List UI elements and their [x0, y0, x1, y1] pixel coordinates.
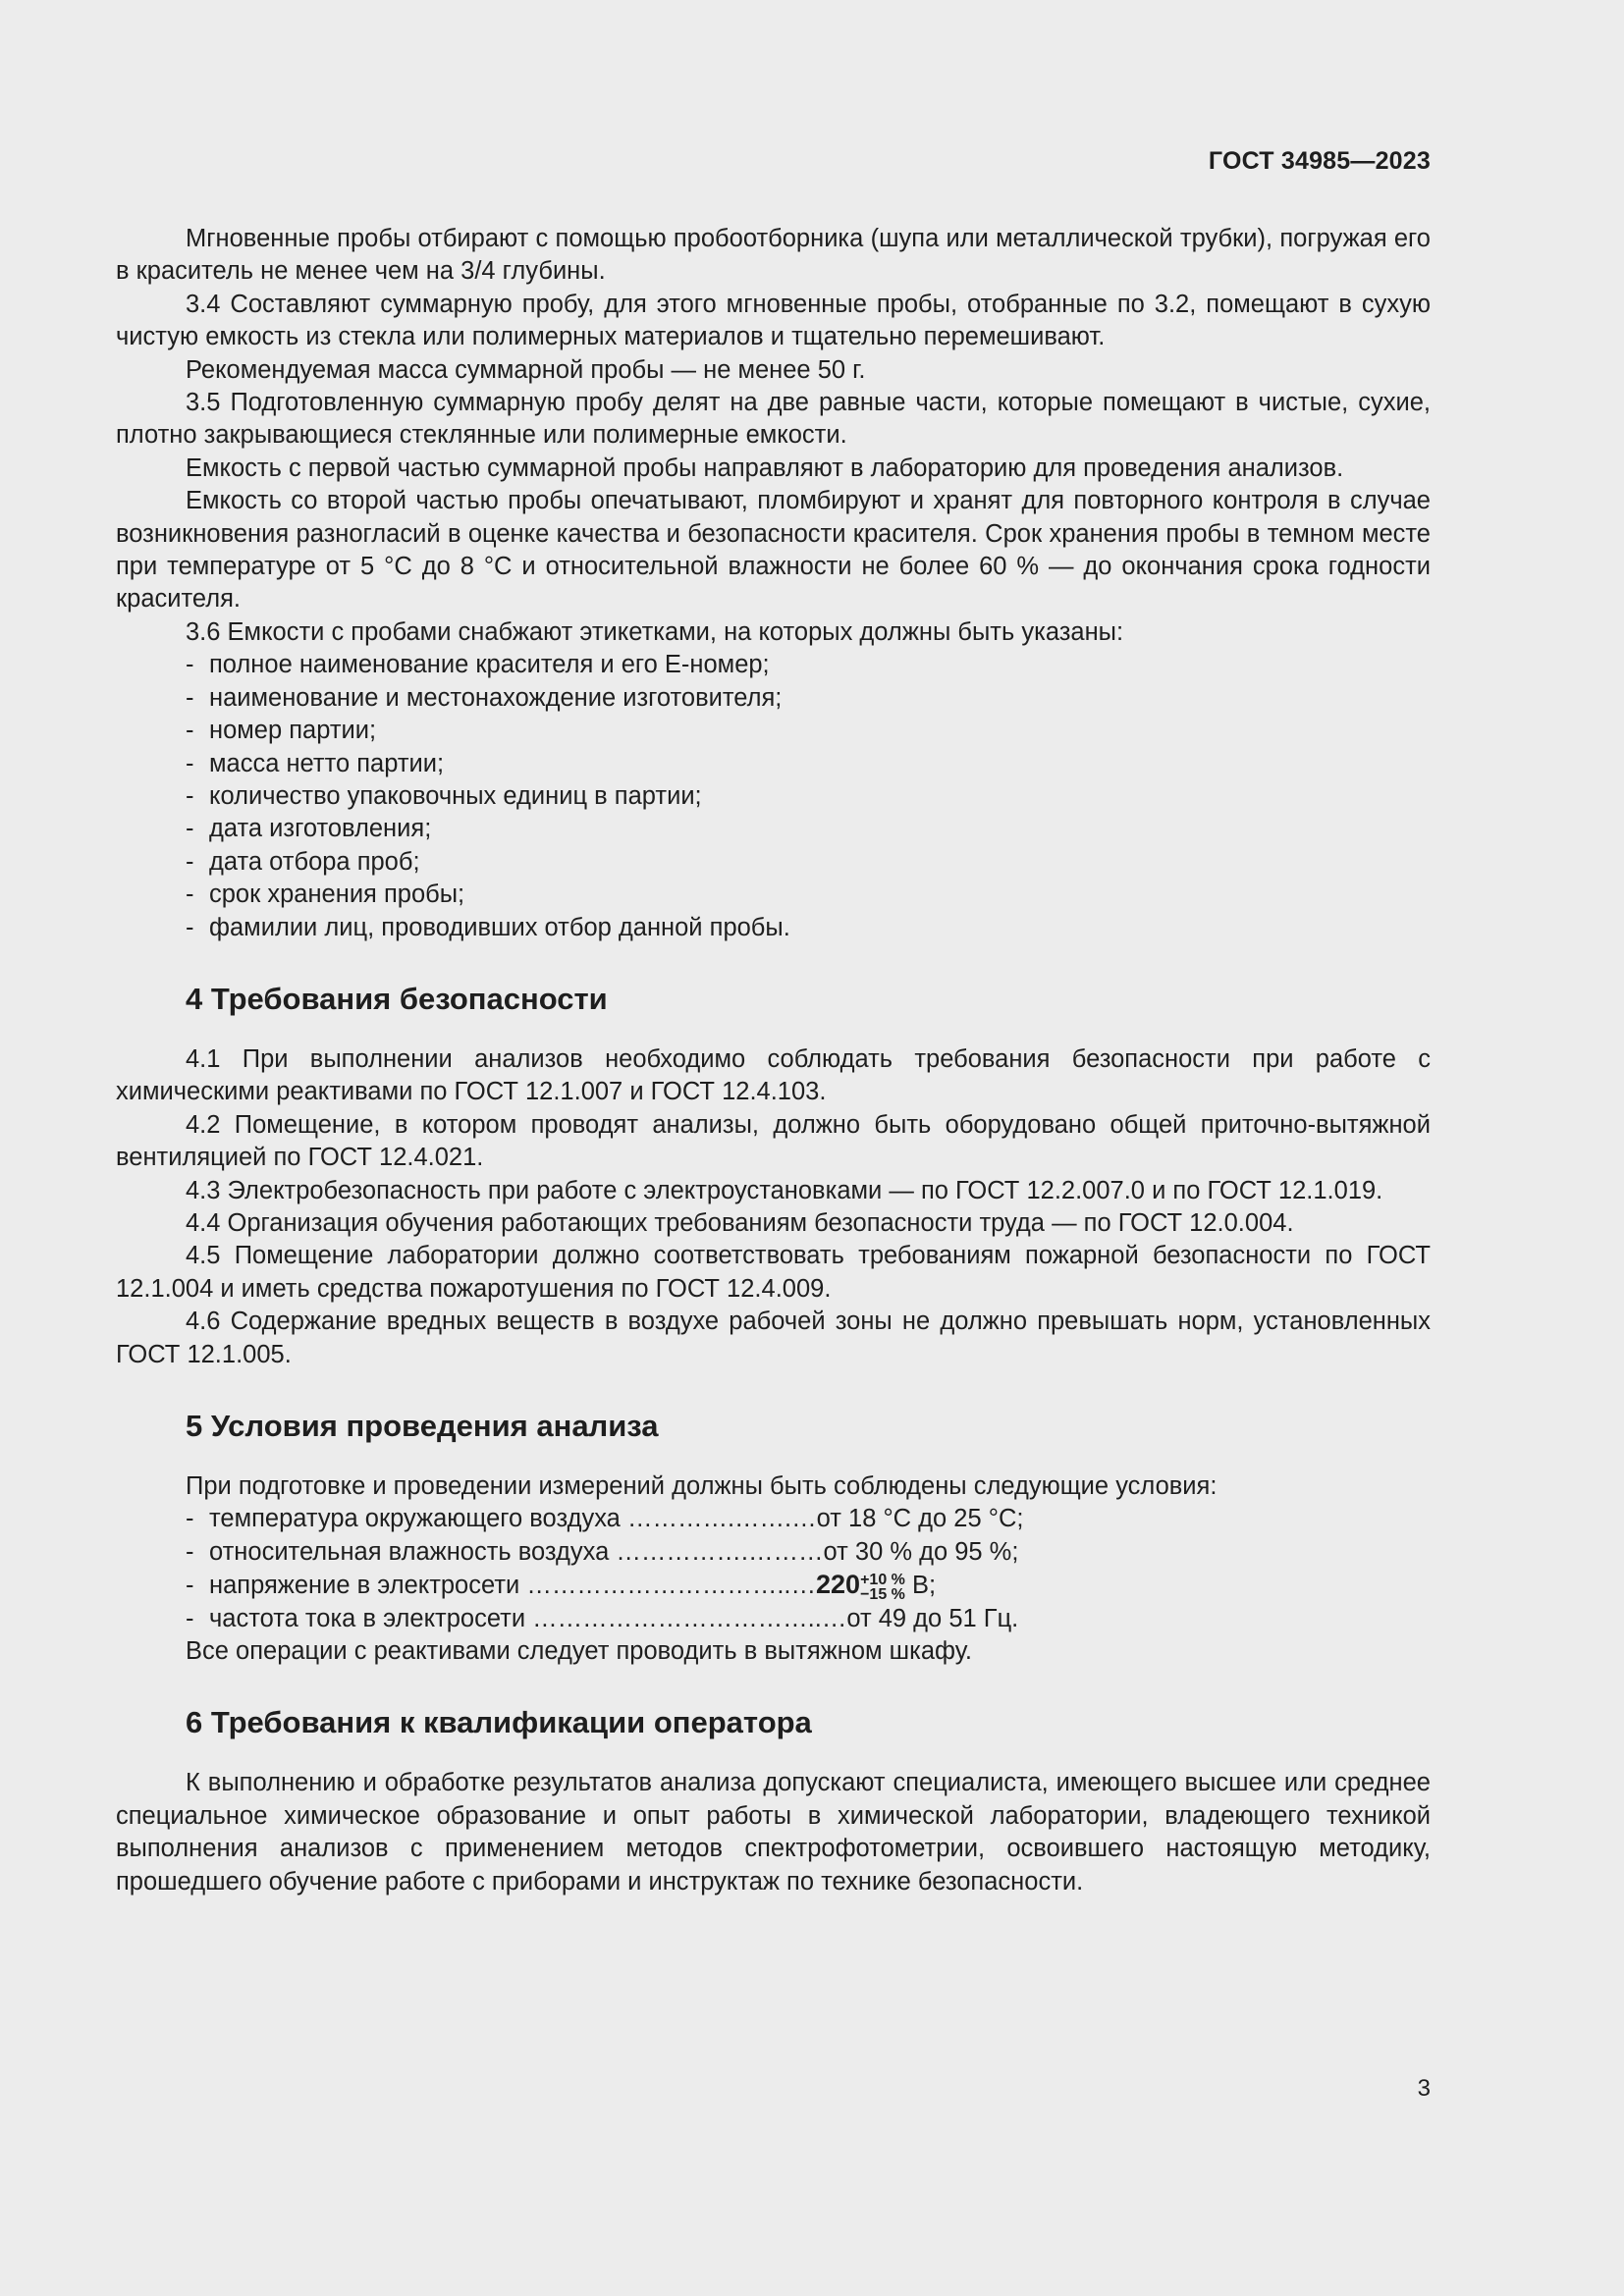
list-item: - полное наименование красителя и его Е-номер;	[186, 651, 770, 679]
list-item: - количество упаковочных единиц в партии;	[186, 781, 702, 810]
paragraph-sample-mass: Рекомендуемая масса суммарной пробы — не менее 50 г.	[186, 355, 866, 384]
label-requirements-list	[116, 649, 1431, 944]
paragraph-second-part: Емкость со второй частью пробы опечатывают, пломбируют и хранят для повторного контроля в случае возникновения разногласий в оценке качества и безопасности красителя. Срок хранения пробы в темном месте при температуре от 5 °С до 8 °С и относительной влажности не более 60 % — до окончания срока годности красителя.	[116, 487, 1431, 614]
paragraph-3-4: 3.4 Составляют суммарную пробу, для этого мгновенные пробы, отобранные по 3.2, помещают в сухую чистую емкость из стекла или полимерных материалов и тщательно перемешивают.	[116, 290, 1431, 351]
paragraph-3-5: 3.5 Подготовленную суммарную пробу делят на две равные части, которые помещают в чистые, сухие, плотно закрывающиеся стеклянные или полимерные емкости.	[116, 389, 1431, 450]
page-content	[116, 223, 1431, 1898]
section-5-heading: 5 Условия проведения анализа	[186, 1409, 659, 1443]
conditions-intro: При подготовке и проведении измерений должны быть соблюдены следующие условия:	[186, 1472, 1218, 1500]
paragraph-4-4: 4.4 Организация обучения работающих требованиям безопасности труда — по ГОСТ 12.0.004.	[186, 1208, 1294, 1237]
paragraph-3-6: 3.6 Емкости с пробами снабжают этикетками, на которых должны быть указаны:	[186, 617, 1124, 646]
paragraph-4-2: 4.2 Помещение, в котором проводят анализы, должно быть оборудовано общей приточно-вытяжной вентиляцией по ГОСТ 12.4.021.	[116, 1110, 1431, 1172]
condition-temperature: - температура окружающего воздуха ………….…….…от 18 °С до 25 °С;	[186, 1505, 1024, 1533]
paragraph-first-part: Емкость с первой частью суммарной пробы направляют в лабораторию для проведения анализов.	[186, 454, 1344, 482]
list-item: - фамилии лиц, проводивших отбор данной пробы.	[186, 913, 790, 941]
section-6-heading: 6 Требования к квалификации оператора	[186, 1705, 812, 1740]
paragraph-4-5: 4.5 Помещение лаборатории должно соответствовать требованиям пожарной безопасности по ГОСТ 12.1.004 и иметь средства пожаротушения по ГОСТ 12.4.009.	[116, 1242, 1431, 1303]
list-item: - масса нетто партии;	[186, 749, 445, 777]
list-item: - дата изготовления;	[186, 815, 432, 843]
paragraph-4-6: 4.6 Содержание вредных веществ в воздухе рабочей зоны не должно превышать норм, установленных ГОСТ 12.1.005.	[116, 1308, 1431, 1368]
page-number: 3	[1417, 2075, 1431, 2102]
paragraph-instant-samples: Мгновенные пробы отбирают с помощью пробоотборника (шупа или металлической трубки), погружая его в краситель не менее чем на 3/4 глубины.	[116, 225, 1431, 286]
list-item: - номер партии;	[186, 717, 377, 745]
paragraph-4-3: 4.3 Электробезопасность при работе с электроустановками — по ГОСТ 12.2.007.0 и по ГОСТ 12.1.019.	[186, 1176, 1383, 1204]
paragraph-4-1: 4.1 При выполнении анализов необходимо соблюдать требования безопасности при работе с химическими реактивами по ГОСТ 12.1.007 и ГОСТ 12.4.103.	[116, 1044, 1431, 1106]
condition-frequency: - частота тока в электросети ……………………………..…от 49 до 51 Гц.	[186, 1604, 1019, 1632]
list-item: - дата отбора проб;	[186, 847, 420, 876]
condition-humidity: - относительная влажность воздуха …………….………от 30 % до 95 %;	[186, 1537, 1019, 1566]
list-item: - срок хранения пробы;	[186, 881, 465, 909]
document-id: ГОСТ 34985—2023	[1208, 147, 1431, 175]
voltage-tolerance: +10 % −15 %	[860, 1572, 905, 1604]
condition-voltage: - напряжение в электросети …………………………..…220 +10 % −15 % В;	[186, 1570, 937, 1604]
section-4-heading: 4 Требования безопасности	[186, 981, 608, 1016]
list-item: - наименование и местонахождение изготовителя;	[186, 683, 783, 712]
paragraph-6: К выполнению и обработке результатов анализа допускают специалиста, имеющего высшее или среднее специальное химическое образование и опыт работы в химической лаборатории, владеющего техникой выполнения анализов с применением методов спектрофотометрии, освоившего настоящую методику, прошедшего обучение работе с приборами и инструктаж по технике безопасности.	[116, 1769, 1431, 1896]
conditions-closing: Все операции с реактивами следует проводить в вытяжном шкафу.	[186, 1637, 972, 1666]
